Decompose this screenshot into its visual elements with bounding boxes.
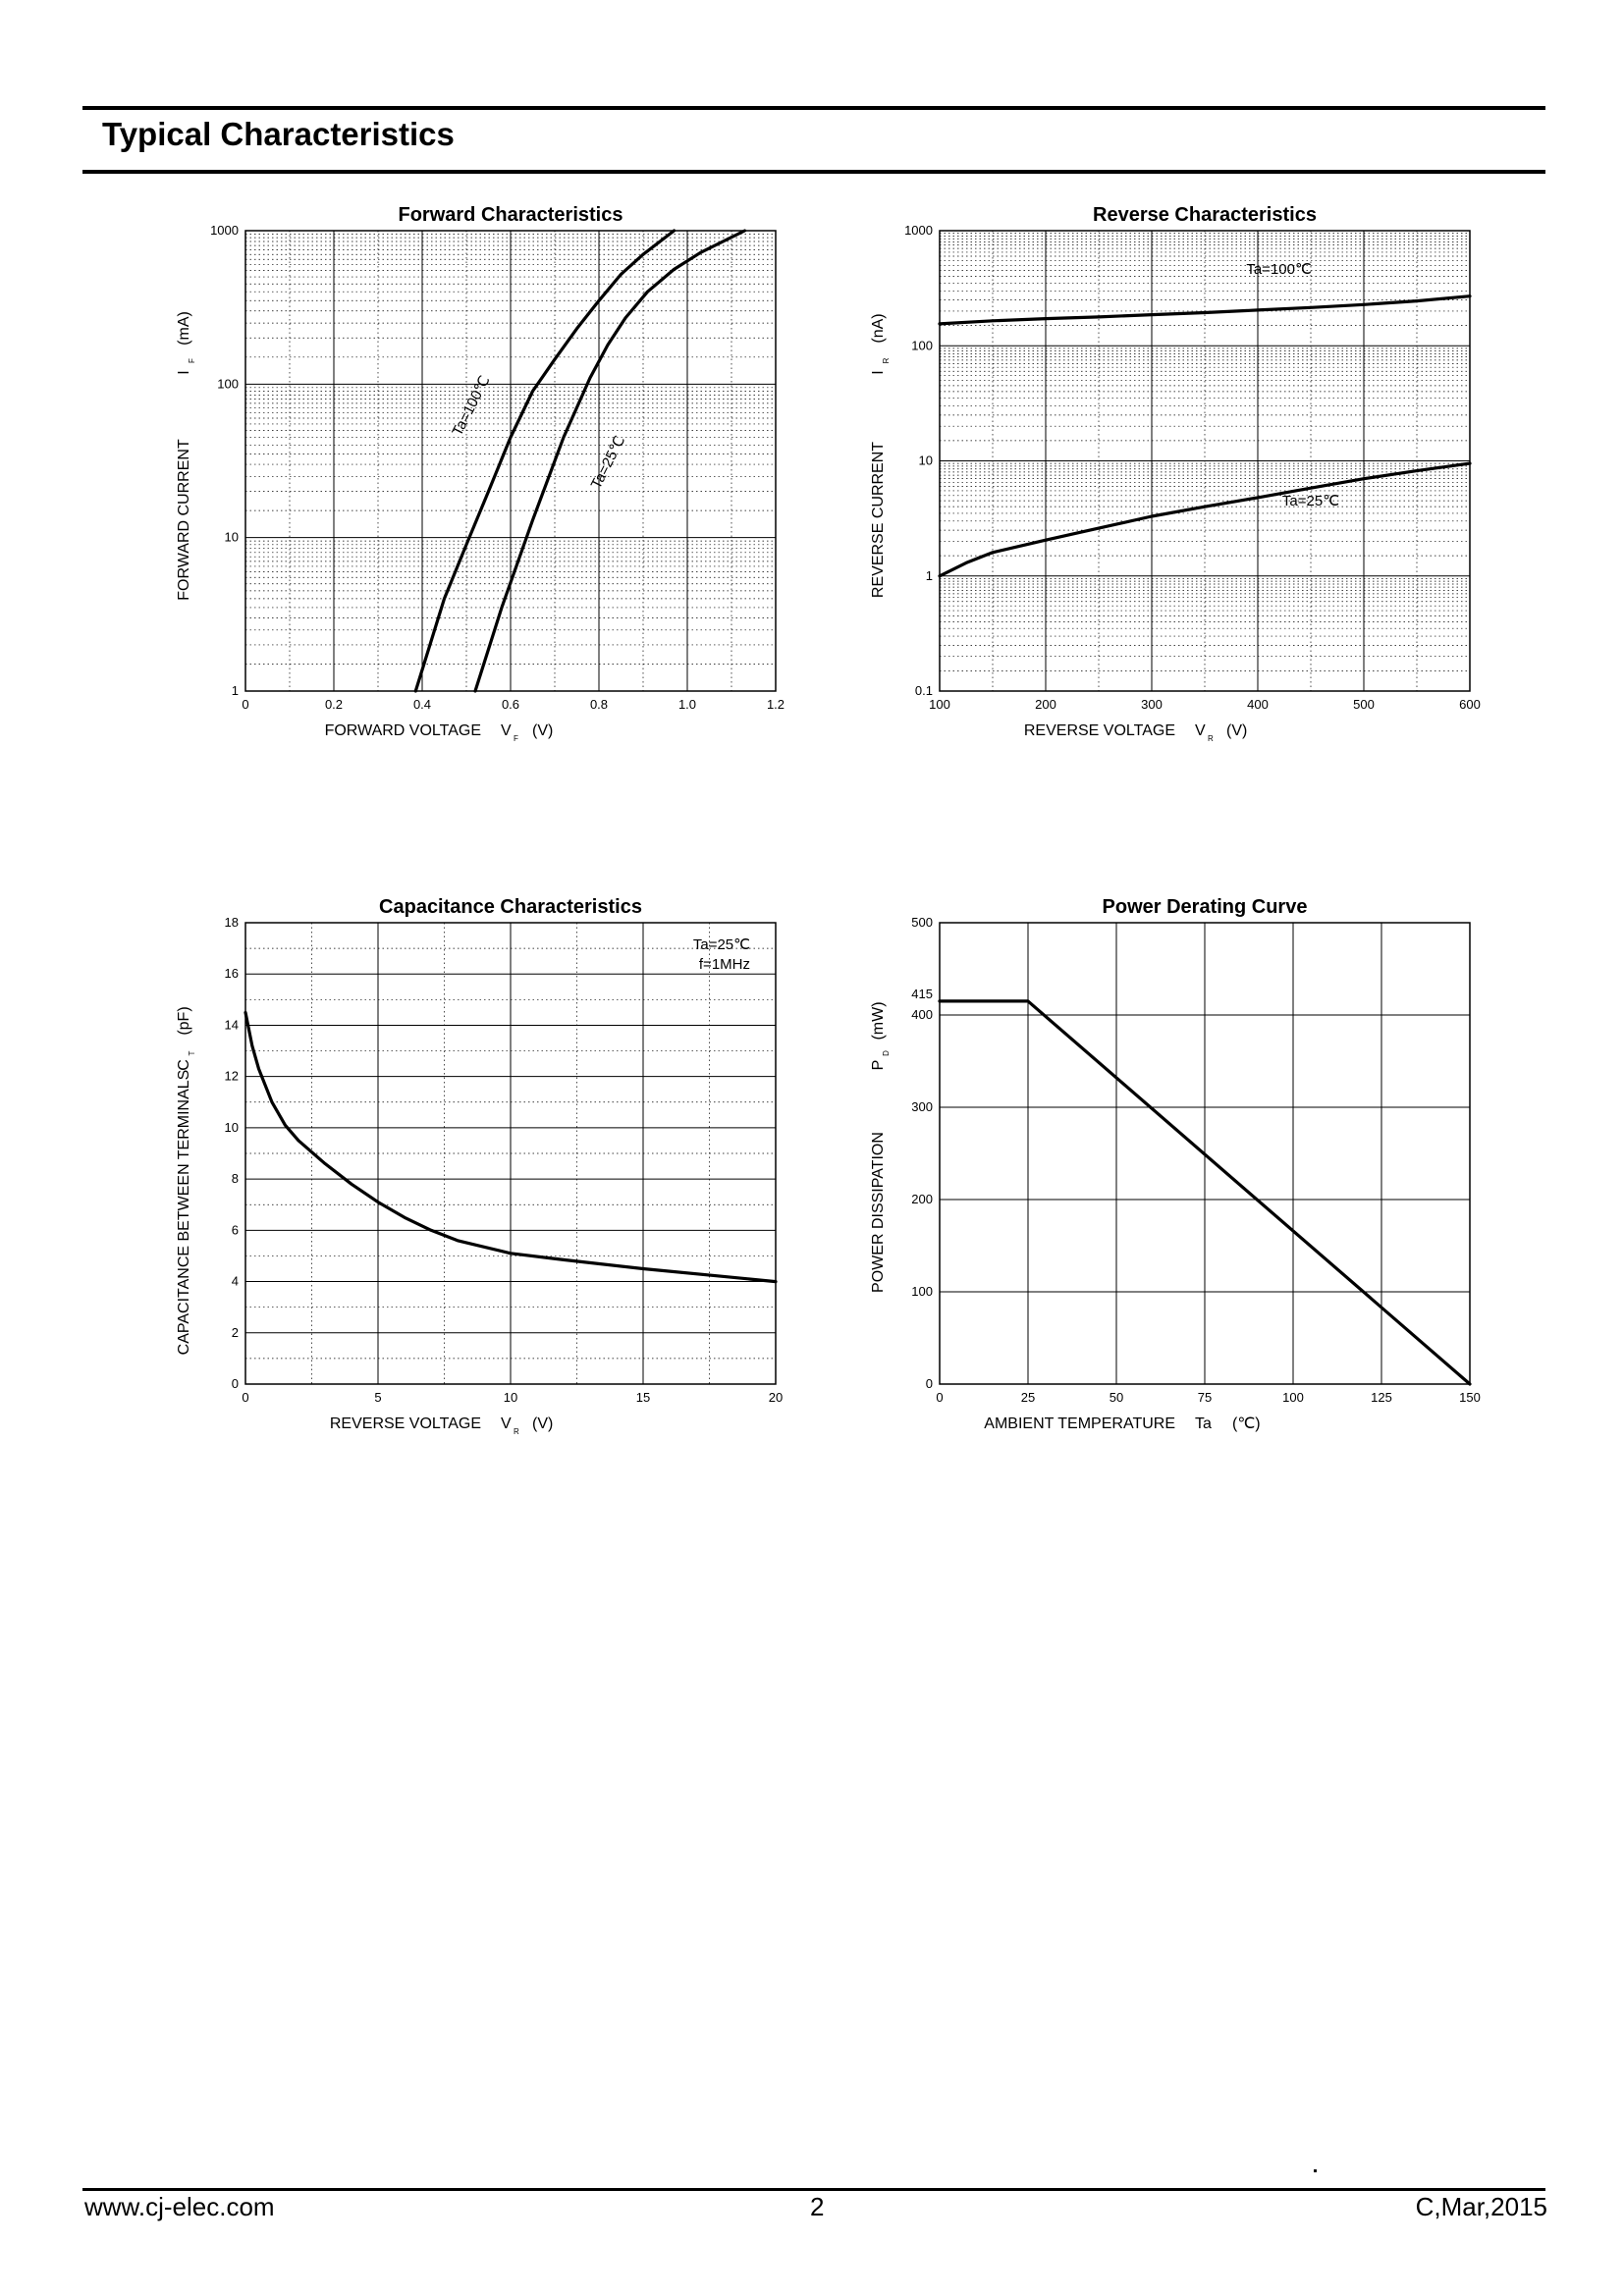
x-axis-label: REVERSE VOLTAGE [1023,722,1175,739]
x-tick-label: 25 [1020,1390,1036,1405]
capacitance-characteristics-chart [176,896,783,1436]
y-axis-subscript: F [188,358,196,363]
forward-characteristics-chart [176,204,785,743]
chart-title: Forward Characteristics [398,204,623,226]
series-label: Ta=25℃ [587,433,629,492]
y-tick-label: 300 [911,1099,933,1114]
y-tick-label: 6 [231,1222,239,1238]
y-tick-label: 0.1 [914,683,933,698]
x-tick-label: 0.2 [324,697,344,712]
x-tick-label: 1.0 [677,697,697,712]
y-tick-label-extra: 415 [911,986,933,1001]
x-tick-label: 5 [374,1390,382,1405]
chart-annotation: Ta=25℃ [692,936,750,953]
x-tick-label: 15 [635,1390,651,1405]
x-tick-label: 125 [1371,1390,1392,1405]
chart-title: Power Derating Curve [1102,896,1308,918]
y-tick-label: 0 [925,1376,933,1391]
x-axis-label: REVERSE VOLTAGE [329,1415,481,1432]
x-tick-label: 0 [242,697,249,712]
series-line [415,231,674,691]
x-axis-label: FORWARD VOLTAGE [324,722,481,739]
y-tick-label: 12 [224,1068,239,1084]
y-tick-label: 100 [911,1284,933,1299]
x-tick-label: 150 [1459,1390,1481,1405]
y-tick-label: 14 [224,1017,239,1033]
stray-dot [1314,2169,1317,2172]
x-axis-unit: (V) [1226,722,1248,739]
x-tick-label: 0.6 [501,697,520,712]
y-axis-label: FORWARD CURRENT [176,439,192,601]
y-axis-symbol: I [176,370,192,375]
page-title: Typical Characteristics [102,116,455,152]
y-axis-subscript: R [882,357,891,364]
x-axis-unit: (V) [532,1415,554,1432]
x-axis-symbol: V [501,1415,512,1432]
y-axis-label: REVERSE CURRENT [870,441,887,599]
chart-title: Capacitance Characteristics [379,896,642,918]
y-tick-label: 500 [911,915,933,930]
y-axis-label: CAPACITANCE BETWEEN TERMINALS [176,1069,192,1356]
x-tick-label: 50 [1109,1390,1124,1405]
footer-website: www.cj-elec.com [84,2192,275,2221]
y-tick-label: 10 [224,529,239,545]
x-tick-label: 0 [936,1390,944,1405]
power-derating-chart [870,896,1481,1432]
y-tick-label: 1 [231,683,239,698]
x-tick-label: 75 [1197,1390,1213,1405]
x-tick-label: 100 [1282,1390,1304,1405]
chart-title: Reverse Characteristics [1093,204,1317,226]
x-tick-label: 400 [1247,697,1269,712]
y-tick-label: 1 [925,567,933,583]
x-tick-label: 10 [503,1390,518,1405]
x-tick-label: 100 [929,697,950,712]
y-tick-label: 200 [911,1192,933,1206]
y-axis-unit: (mW) [870,1001,887,1041]
x-tick-label: 0.8 [589,697,609,712]
x-axis-subscript: R [1208,734,1214,743]
x-axis-label: AMBIENT TEMPERATURE [984,1415,1175,1432]
y-tick-label: 4 [231,1273,239,1289]
x-axis-symbol: V [1195,722,1206,739]
x-tick-label: 600 [1459,697,1481,712]
x-axis-subscript: F [514,734,518,743]
y-tick-label: 100 [911,338,933,353]
chart-annotation: f=1MHz [698,956,750,973]
series-label: Ta=100℃ [449,373,494,439]
footer-revision: C,Mar,2015 [1415,2192,1547,2221]
x-tick-label: 200 [1035,697,1056,712]
y-tick-label: 10 [224,1119,239,1135]
series-label: Ta=25℃ [1281,492,1340,509]
x-tick-label: 0 [242,1390,249,1405]
y-tick-label: 1000 [904,223,933,238]
y-axis-unit: (nA) [870,313,887,344]
x-axis-symbol: V [501,722,512,739]
y-tick-label: 8 [231,1171,239,1187]
y-tick-label: 100 [217,376,239,392]
y-tick-label: 18 [224,915,239,930]
x-tick-label: 300 [1141,697,1163,712]
series-label: Ta=100℃ [1246,261,1312,279]
y-axis-subscript: D [882,1050,891,1056]
footer-rule [82,2188,1545,2191]
series-line [940,463,1470,576]
x-axis-unit: (℃) [1232,1415,1261,1432]
y-tick-label: 1000 [210,223,239,238]
y-tick-label: 400 [911,1007,933,1022]
y-axis-symbol: C [176,1059,192,1071]
y-tick-label: 2 [231,1324,239,1340]
y-axis-unit: (mA) [176,311,192,346]
x-tick-label: 1.2 [766,697,785,712]
footer-page-number: 2 [810,2192,825,2221]
x-tick-label: 500 [1353,697,1375,712]
y-tick-label: 0 [231,1376,239,1391]
reverse-characteristics-chart [870,204,1481,743]
x-axis-symbol: Ta [1195,1415,1212,1432]
y-tick-label: 10 [918,453,933,468]
y-axis-unit: (pF) [176,1006,192,1036]
y-axis-subscript: T [188,1050,196,1056]
y-axis-symbol: P [870,1059,887,1071]
x-tick-label: 0.4 [412,697,432,712]
y-axis-symbol: I [870,370,887,375]
x-tick-label: 20 [768,1390,784,1405]
y-tick-label: 16 [224,966,239,982]
x-axis-unit: (V) [532,722,554,739]
y-axis-label: POWER DISSIPATION [870,1132,887,1293]
x-axis-subscript: R [514,1427,519,1436]
